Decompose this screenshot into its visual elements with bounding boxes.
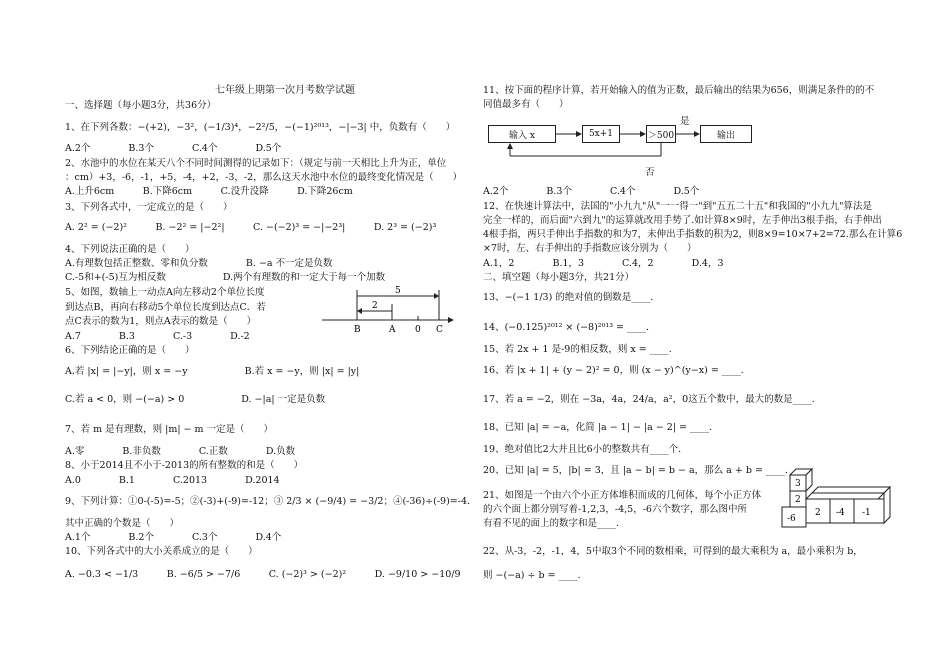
question-line: 19、绝对值比2大并且比6小的整数共有____个. <box>483 444 682 455</box>
question-line: 17、若 a = −2，则在 −3a，4a，24/a，a²，0这五个数中，最大的数是____. <box>483 394 815 405</box>
flow-yes-label: 是 <box>680 116 690 127</box>
question-line: 则 −(−a) ÷ b = ____. <box>483 570 581 581</box>
cube-face-neg1: -1 <box>862 508 871 518</box>
question-line: ×7时，左、右手伸出的手指数应该分别为（ ） <box>483 243 697 254</box>
cube-face-neg6: -6 <box>787 514 796 524</box>
question-options: C.若 a < 0，则 −(−a) > 0 D. −|a| 一定是负数 <box>65 394 326 405</box>
tick-label-b: B <box>354 325 361 335</box>
question-line: 11、按下面的程序计算，若开始输入的值为正数，最后输出的结果为656，则满足条件的的不 <box>483 85 875 96</box>
question-line: 14、(−0.125)²⁰¹² × (−8)²⁰¹³ = ____. <box>483 322 650 333</box>
cube-face-3: 3 <box>795 479 801 489</box>
tick-label-a: A <box>389 325 396 335</box>
cube-face-2-front: 2 <box>815 508 821 518</box>
question-line: 20、已知 |a| = 5，|b| = 3，且 |a − b| = b − a，那么 a + b = ____. <box>483 465 788 476</box>
question-options: A.1，2 B.1，3 C.4，2 D.4，3 <box>483 258 724 269</box>
tick-label-c: C <box>436 325 443 335</box>
cube-face-neg4: -4 <box>836 508 845 518</box>
question-line: ：cm）+3，-6，-1，+5，-4，+2，-3，-2，那么这天水池中水位的最终变化情况是（ ） <box>65 172 463 183</box>
question-line: 21、如图是一个由六个小正方体堆积而成的几何体，每个小正方体 <box>483 490 762 501</box>
question-line: 13、−(−1 1/3) 的绝对值的倒数是____. <box>483 292 654 303</box>
question-line: 的六个面上都分别写着-1,2,3，-4,5，-6六个数字，那么图中所 <box>483 504 747 515</box>
question-options: A.7 B.3 C.-3 D.-2 <box>65 331 250 342</box>
question-line: 12、在快速计算法中，法国的"小九九"从"一一得一"到"五五二十五"和我国的"小九九"算法是 <box>483 201 873 212</box>
question-line: 10、下列各式中的大小关系成立的是（ ） <box>65 546 258 557</box>
question-line: 完全一样的，而后面"六到九"的运算就改用手势了.如计算8×9时，左手伸出3根手指，右手伸出 <box>483 215 882 226</box>
question-line: 9、下列计算：①0-(-5)=-5；②(-3)+(-9)=-12；③ 2/3 × (−9/4) = −3/2；④(-36)÷(-9)=-4. <box>65 496 471 507</box>
question-options: A.上升6cm B.下降6cm C.没升没降 D.下降26cm <box>65 186 353 197</box>
question-line: 4根手指，两只手伸出手指数的和为7，未伸出手指数的积为2，则8×9=10×7+2=72.那么在计算6 <box>483 229 903 240</box>
question-line: 3、下列各式中，一定成立的是（ ） <box>65 202 233 213</box>
question-line: 点C表示的数为1，则点A表示的数是（ ） <box>65 316 257 327</box>
question-options: A.若 |x| = |−y|，则 x = −y B.若 x = −y，则 |x| = |y| <box>65 366 360 377</box>
tick-label-zero: 0 <box>415 325 421 335</box>
question-options: A.2个 B.3个 C.4个 D.5个 <box>65 143 282 154</box>
cube-stack-figure <box>778 467 898 537</box>
question-line: 其中正确的个数是（ ） <box>65 518 180 529</box>
question-line: 6、下列结论正确的是（ ） <box>65 345 195 356</box>
question-line: 4、下列说法正确的是（ ） <box>65 244 195 255</box>
question-options: A.1个 B.2个 C.3个 D.4个 <box>65 532 282 543</box>
question-line: 7、若 m 是有理数，则 |m| − m 一定是（ ） <box>65 424 274 435</box>
question-line: 1、在下列各数：−(+2)，−3²，(−1/3)⁴，−2²/5，−(−1)²⁰¹³，−|−3| 中，负数有（ ） <box>65 122 456 133</box>
question-line: 18、已知 |a| = −a，化简 |a − 1| − |a − 2| = ____. <box>483 422 713 433</box>
flow-condition-box: ＞500 <box>646 125 676 143</box>
question-options: A.有理数包括正整数、零和负分数 B. −a 不一定是负数 <box>65 258 333 269</box>
question-options: A.0 B.1 C.2013 D.2014 <box>65 475 280 486</box>
section-heading: 二、填空题（每小题3分，共21分） <box>483 272 635 283</box>
flow-input-box: 输入 x <box>488 125 556 143</box>
question-line: 16、若 |x + 1| + (y − 2)² = 0，则 (x − y)^(y−x) = ____. <box>483 365 744 376</box>
question-options: A. −0.3 < −1/3 B. −6/5 > −7/6 C. (−2)³ > (−2)² D. −9/10 > −10/9 <box>65 569 461 580</box>
question-line: 有看不见的面上的数字和是____. <box>483 518 620 529</box>
flow-formula-box: 5x+1 <box>582 125 620 143</box>
question-line: 8、小于2014且不小于-2013的所有整数的和是（ ） <box>65 460 304 471</box>
question-line: 22、从-3，-2，-1，4，5中取3个不同的数相乘，可得到的最大乘积为 a，最小乘积为 b， <box>483 546 863 557</box>
question-line: 同值最多有（ ） <box>483 99 569 110</box>
question-line: 15、若 2x + 1 是-9的相反数，则 x = ____. <box>483 344 672 355</box>
question-line: 5、如图，数轴上一动点A向左移动2个单位长度 <box>65 287 265 298</box>
flow-output-box: 输出 <box>700 125 752 143</box>
number-line-label-5: 5 <box>395 286 401 296</box>
question-options: C.-5和+(-5)互为相反数 D.两个有理数的和一定大于每一个加数 <box>65 272 386 283</box>
number-line-label-2: 2 <box>372 301 378 311</box>
flow-no-label: 否 <box>645 167 655 178</box>
cube-face-2-upper: 2 <box>795 495 801 505</box>
question-line: 2、水池中的水位在某天八个不同时间测得的记录如下：（规定与前一天相比上升为正，单位 <box>65 158 447 169</box>
section-heading: 一、选择题（每小题3分，共36分） <box>65 100 217 111</box>
question-options: A.零 B.非负数 C.正数 D.负数 <box>65 446 296 457</box>
question-options: A.2个 B.3个 C.4个 D.5个 <box>483 186 700 197</box>
number-line-figure <box>322 286 452 336</box>
question-line: 到达点B，再向右移动5个单位长度到达点C．若 <box>65 302 266 313</box>
question-options: A. 2² = (−2)² B. −2² = |−2²| C. −(−2)³ = −|−2³| D. 2³ = (−2)³ <box>65 222 437 233</box>
page-title: 七年级上期第一次月考数学试题 <box>215 85 355 96</box>
